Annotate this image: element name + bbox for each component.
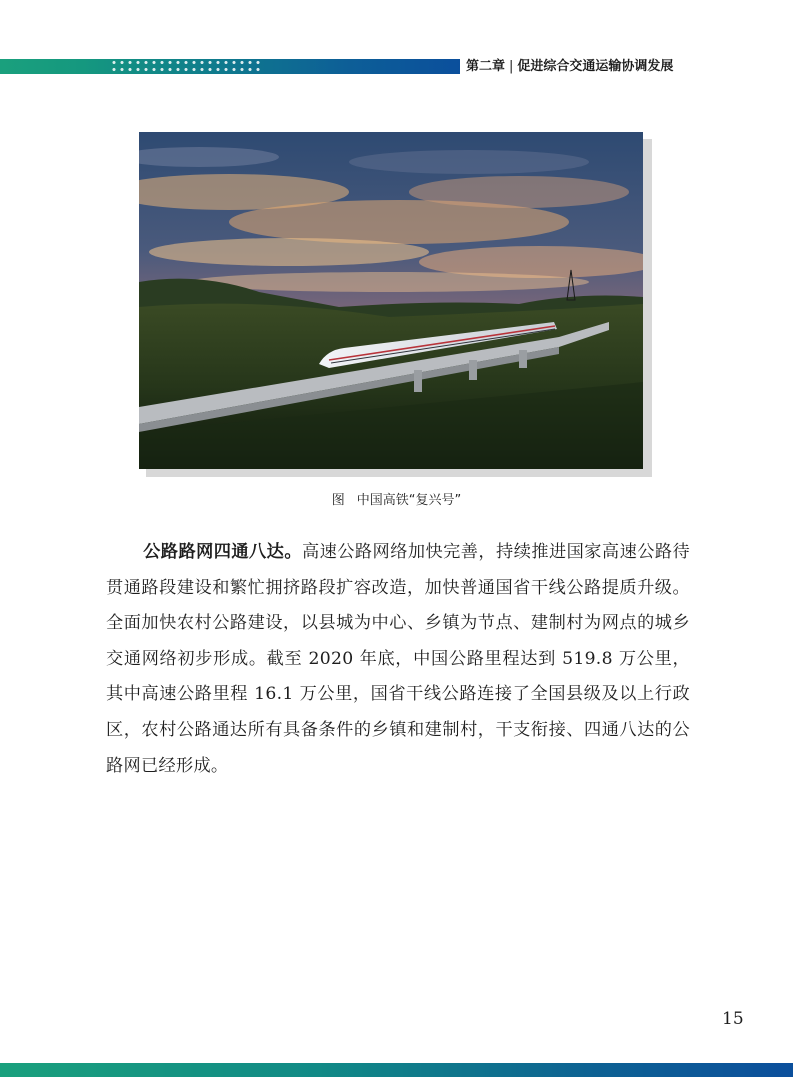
chapter-number: 第二章 — [466, 59, 506, 74]
chapter-header — [466, 58, 673, 76]
body-paragraph — [106, 535, 690, 784]
high-speed-train-photo — [139, 132, 643, 469]
paragraph-lead: 公路路网四通八达。 — [143, 542, 302, 562]
paragraph-text: 高速公路网络加快完善，持续推进国家高速公路待贯通路段建设和繁忙拥挤路段扩容改造，加快普通国省干线公路提质升级。全面加快农村公路建设，以县城为中心、乡镇为节点、建制村为网点的城乡交通网络初步形成。截至 2020 年底，中国公路里程达到 519.8 万公里，其中高速公路里程 16.1 万公里，国省干线公路连接了全国县级及以上行政区，农村公路通达所有具备条件的乡镇和建制村，干支衔接、四通八达的公路网已经形成。 — [106, 542, 690, 776]
header-dot-pattern — [110, 59, 260, 74]
footer-color-band — [0, 1063, 793, 1077]
chapter-title: 促进综合交通运输协调发展 — [517, 59, 674, 74]
chapter-separator: | — [509, 59, 514, 74]
caption-label: 图 — [331, 493, 345, 508]
figure-caption — [0, 489, 793, 508]
page-number: 15 — [722, 1009, 744, 1029]
caption-text: 中国高铁“复兴号” — [356, 493, 462, 508]
